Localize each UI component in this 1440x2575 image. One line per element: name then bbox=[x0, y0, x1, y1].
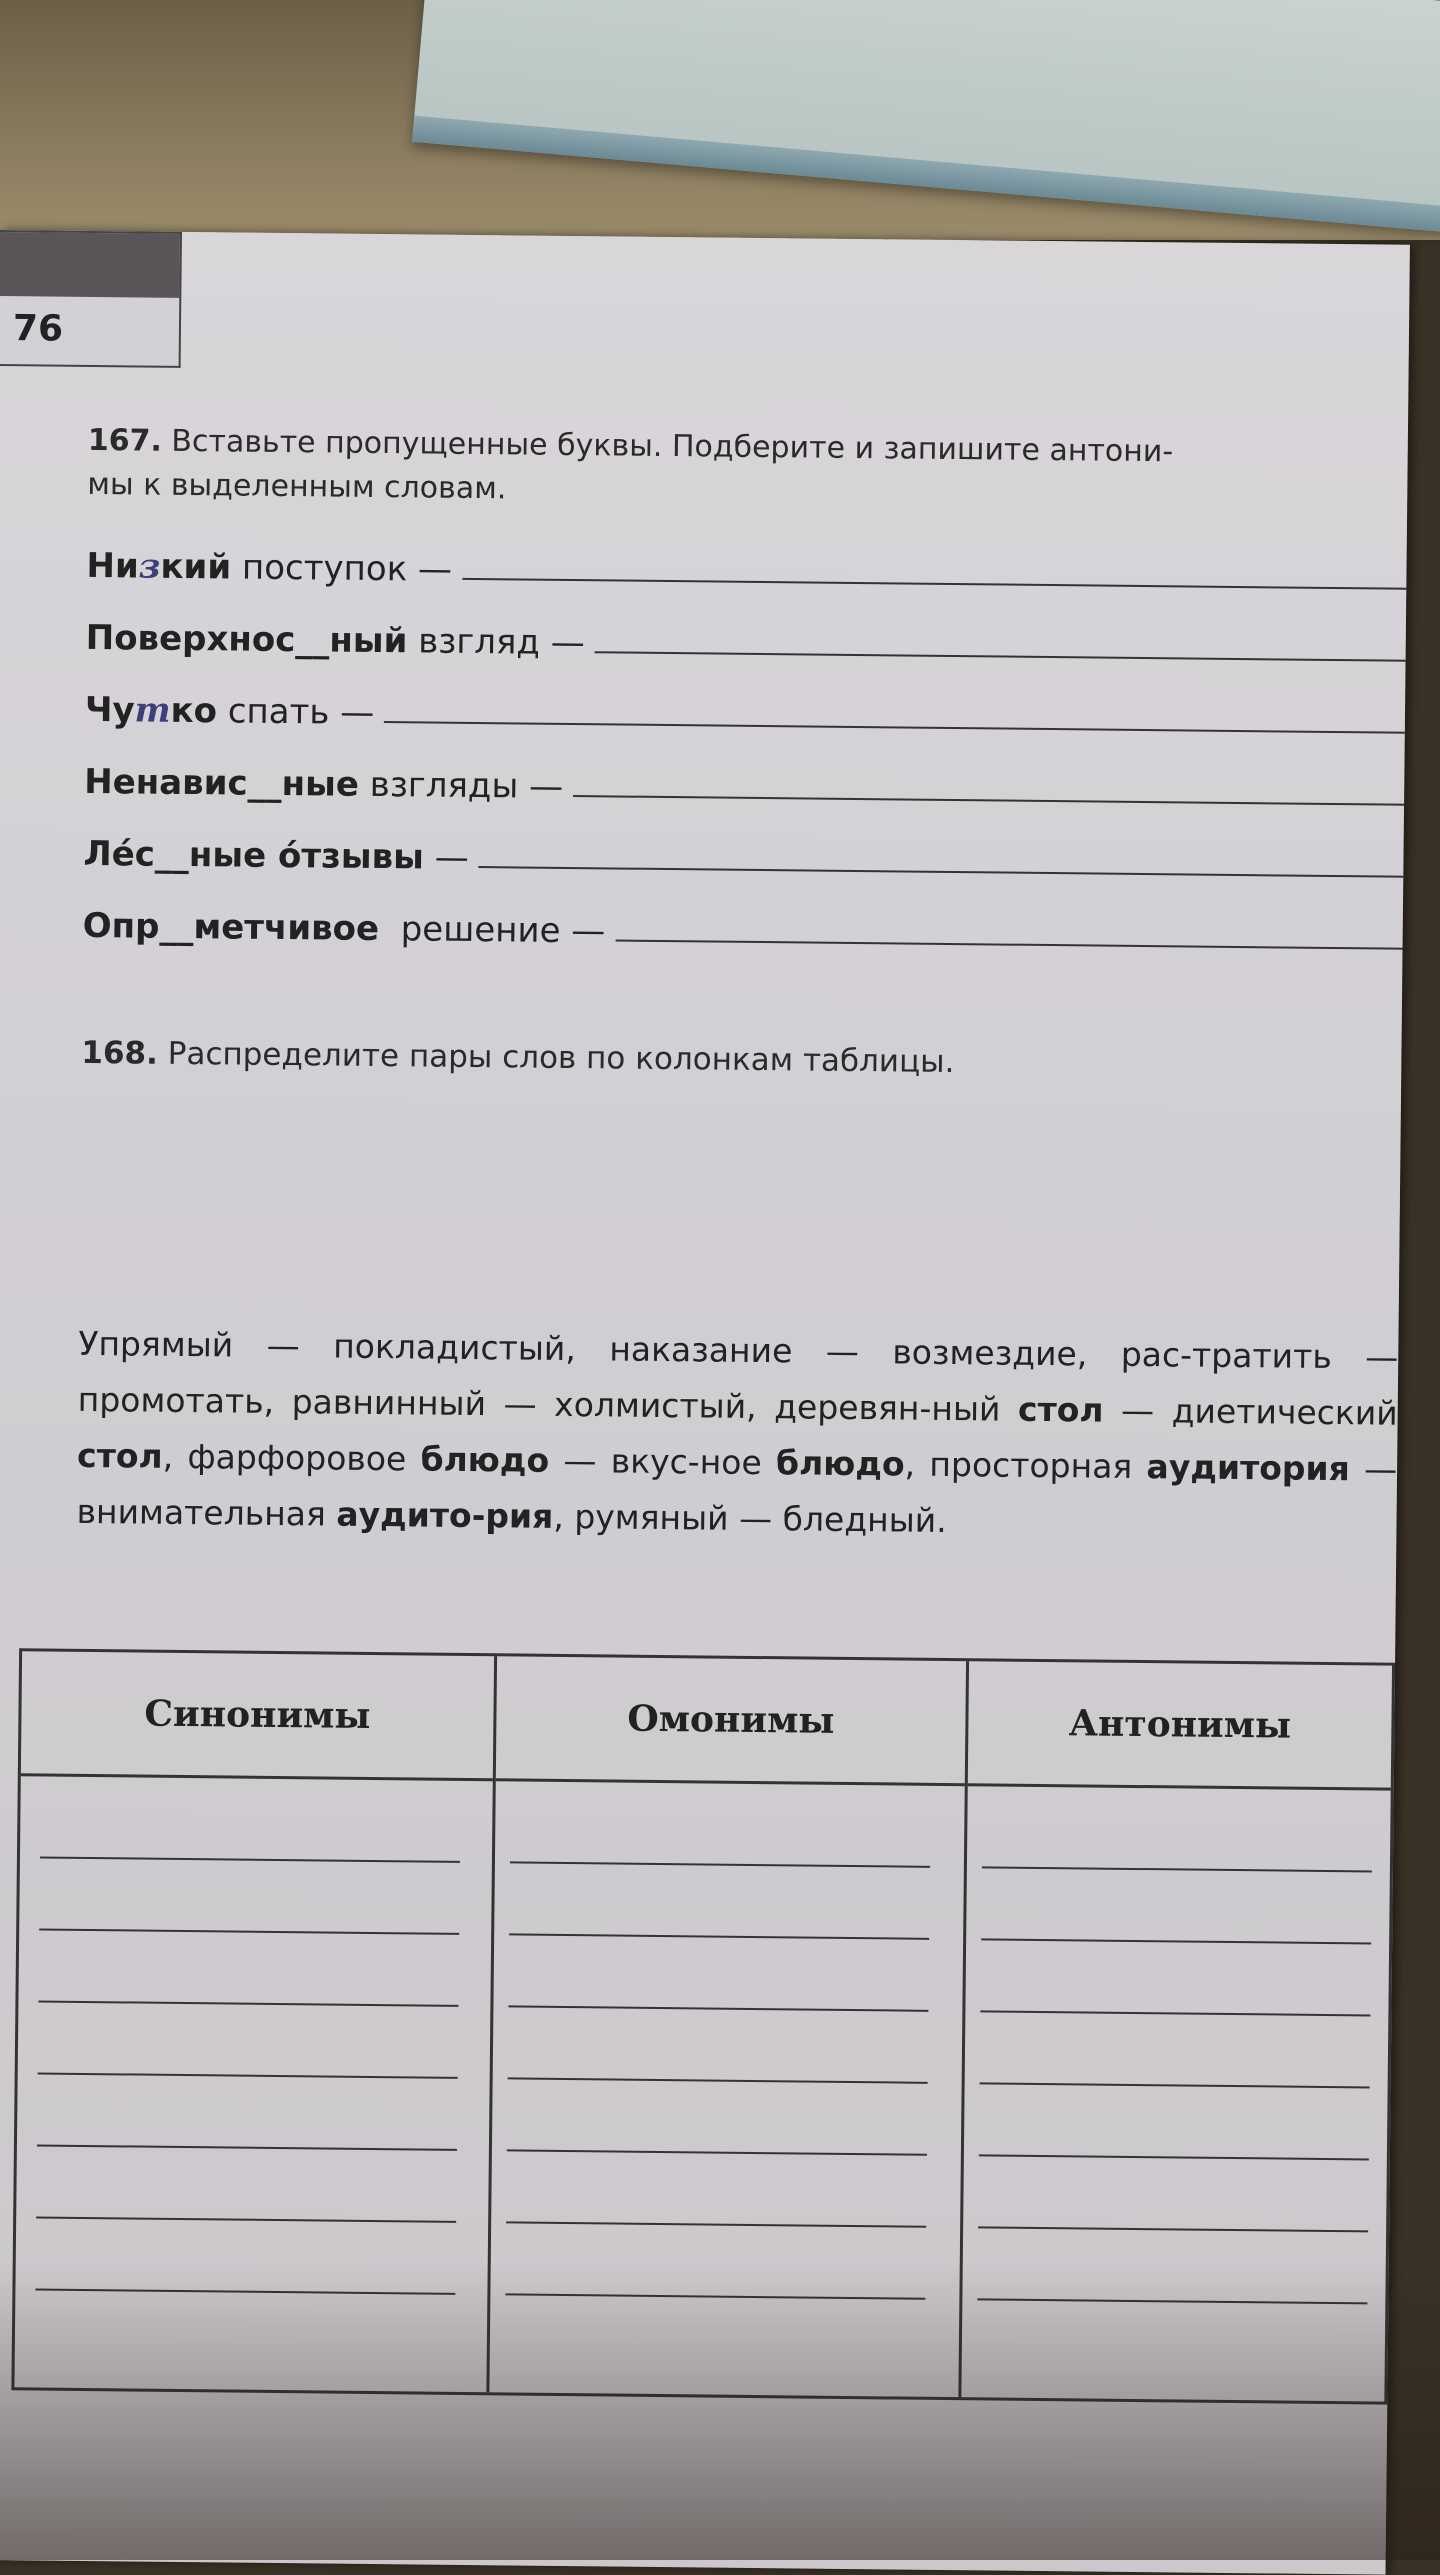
text-fragment: — диетический bbox=[1103, 1390, 1398, 1433]
classification-table bbox=[11, 1648, 1395, 2404]
exercise-word-part: Поверхнос bbox=[85, 617, 296, 661]
text-fragment: , румяный — бледный. bbox=[553, 1496, 947, 1540]
blank: __ bbox=[247, 763, 282, 804]
answer-line[interactable] bbox=[462, 578, 1406, 590]
text-fragment: — внимательная bbox=[76, 1449, 1398, 1534]
column-header: Омонимы bbox=[496, 1656, 966, 1786]
task-168-instruction: Распределите пары слов по колонкам таблицы. bbox=[167, 1035, 955, 1081]
exercise-row bbox=[83, 886, 1404, 960]
task-168-number: 168. bbox=[81, 1034, 159, 1072]
bold-word: стол bbox=[76, 1435, 163, 1476]
handwritten-letter: з bbox=[138, 546, 161, 587]
exercise-rest: спать — bbox=[216, 691, 375, 733]
exercise-rest: поступок — bbox=[230, 547, 453, 590]
exercise-rest: взгляды — bbox=[358, 764, 564, 807]
task-167-instruction-1: Вставьте пропущенные буквы. Подберите и запишите антони- bbox=[171, 423, 1174, 470]
text-fragment: , просторная bbox=[904, 1444, 1147, 1487]
column-homonyms bbox=[486, 1656, 966, 2397]
exercise-word-part: Ненавис bbox=[84, 761, 248, 804]
exercise-row bbox=[86, 526, 1407, 600]
workbook-page bbox=[0, 230, 1410, 2575]
bold-word: блюдо bbox=[775, 1443, 905, 1484]
exercise-rest: решение — bbox=[378, 909, 606, 952]
exercise-word-part: Ни bbox=[86, 545, 139, 587]
answer-line[interactable] bbox=[595, 651, 1406, 661]
exercise-word-part: Ле́с bbox=[83, 833, 156, 875]
task-167-instruction-2: мы к выделенным словам. bbox=[87, 466, 507, 507]
task-168-heading bbox=[81, 1031, 1401, 1089]
page-number-box bbox=[0, 230, 182, 368]
column-synonyms bbox=[14, 1651, 494, 2392]
blank: __ bbox=[159, 906, 194, 948]
exercise-word-part: ко bbox=[170, 690, 218, 732]
exercise-row bbox=[83, 814, 1404, 888]
exercise-row bbox=[84, 742, 1405, 816]
task-167-number: 167. bbox=[87, 422, 163, 459]
text-fragment: , фарфоровое bbox=[162, 1436, 421, 1479]
bold-word: аудито-рия bbox=[336, 1494, 554, 1536]
handwritten-letter: т bbox=[134, 690, 171, 731]
answer-line[interactable] bbox=[479, 866, 1404, 878]
task-168-word-pairs bbox=[76, 1316, 1398, 1554]
column-header: Антонимы bbox=[968, 1661, 1392, 1790]
text-fragment: — вкус-ное bbox=[549, 1440, 777, 1483]
page-number-bar bbox=[0, 232, 180, 298]
bold-word: аудитория bbox=[1146, 1447, 1351, 1489]
column-antonyms bbox=[958, 1661, 1392, 2401]
column-header: Синонимы bbox=[21, 1651, 494, 1781]
bold-word: стол bbox=[1017, 1389, 1104, 1430]
blank: __ bbox=[295, 620, 330, 661]
answer-line[interactable] bbox=[384, 721, 1405, 734]
task-167-heading bbox=[87, 419, 1408, 521]
exercise-rest: взгляд — bbox=[407, 621, 585, 664]
exercise-rest: — bbox=[423, 837, 469, 878]
exercise-word-part: Опр bbox=[82, 905, 160, 947]
exercise-word-part: Чу bbox=[84, 689, 135, 731]
text-fragment: Упрямый — покладистый, наказание — возмездие, рас-тратить — промотать, равнинный — холмистый, деревян-ный bbox=[77, 1323, 1399, 1429]
answer-line[interactable] bbox=[615, 939, 1402, 949]
exercise-word-part: ные о́тзывы bbox=[188, 835, 425, 878]
page-number: 76 bbox=[12, 308, 64, 350]
answer-line[interactable] bbox=[573, 795, 1404, 806]
exercise-word-part: ные bbox=[281, 763, 360, 805]
exercise-row bbox=[85, 670, 1406, 744]
exercise-word-part: метчивое bbox=[193, 907, 380, 950]
exercise-word-part: ный bbox=[329, 620, 408, 662]
exercise-word-part: кий bbox=[160, 546, 232, 588]
blank: __ bbox=[154, 834, 190, 876]
bold-word: блюдо bbox=[420, 1439, 550, 1480]
exercise-row bbox=[86, 598, 1407, 672]
